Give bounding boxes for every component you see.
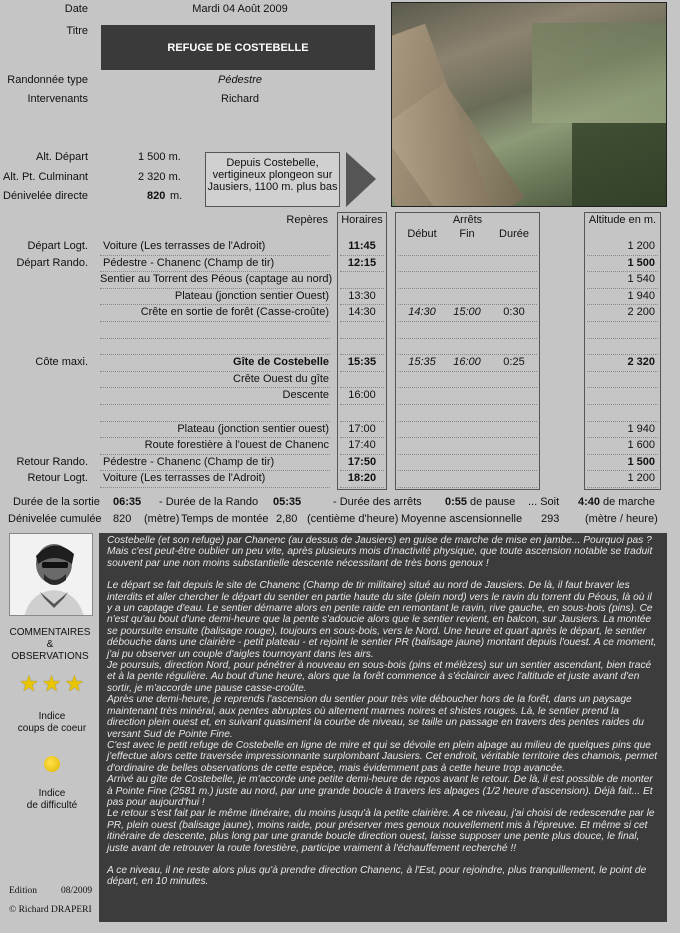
- comments-panel: [99, 533, 667, 922]
- row-separator: [340, 271, 384, 272]
- row-separator: [340, 288, 384, 289]
- row-separator: [340, 454, 384, 455]
- cumul-unit: (mètre): [144, 513, 180, 525]
- row-separator: [340, 387, 384, 388]
- row-separator: [398, 404, 537, 405]
- row-place: Sentier au Torrent des Péous (captage au nord): [100, 273, 333, 286]
- row-stop-duration: 0:30: [503, 306, 525, 319]
- coeur-label-line2: coups de coeur: [17, 723, 87, 734]
- comments-label-block: [0, 627, 100, 663]
- row-label: Départ Logt.: [27, 240, 88, 252]
- row-separator: [587, 454, 658, 455]
- arrets-label: - Durée des arrêts: [333, 496, 422, 508]
- row-label: Départ Rando.: [16, 256, 88, 269]
- row-separator: [340, 487, 384, 488]
- arrow-right-icon: [346, 152, 376, 207]
- alt-peak-label: Alt. Pt. Culminant: [3, 171, 88, 183]
- comment-paragraph: Costebelle (et son refuge) par Chanenc (au dessus de Jausiers) en guise de marche de mise en jambe... Pourquoi pas ? Mais c'est peut-être oublier un peu vite, après plusieurs mois d'inactivité physique, que toute ascension notable se traduit souvent par une non moins substantielle descente nécessitant de très bons genoux !: [107, 535, 653, 569]
- montee-unit: (centième d'heure): [307, 513, 399, 525]
- cumul-label: Dénivelée cumulée: [8, 513, 102, 525]
- row-separator: [398, 371, 537, 372]
- comments-label: COMMENTAIRES: [9, 627, 91, 638]
- title-label: Titre: [66, 25, 88, 37]
- row-separator: [100, 421, 330, 422]
- difficulty-label-line2: de difficulté: [26, 800, 78, 811]
- row-separator: [340, 470, 384, 471]
- page-title: REFUGE DE COSTEBELLE: [101, 25, 375, 70]
- row-separator: [340, 437, 384, 438]
- cumul-value: 820: [113, 513, 132, 525]
- row-separator: [398, 321, 537, 322]
- row-place: Voiture (Les terrasses de l'Adroit): [103, 472, 266, 485]
- row-place: Descente: [282, 389, 329, 402]
- row-stop-start: 14:30: [408, 306, 436, 319]
- montee-label: Temps de montée: [181, 513, 269, 525]
- row-place: Crête Ouest du gîte: [233, 372, 329, 385]
- edition-value: 08/2009: [61, 886, 93, 896]
- row-separator: [100, 271, 330, 272]
- author-avatar: [9, 533, 93, 616]
- row-altitude: 1 500: [627, 455, 655, 468]
- difficulty-label: [0, 788, 104, 812]
- row-altitude: 2 320: [627, 356, 655, 369]
- row-separator: [340, 404, 384, 405]
- pause-label: de pause: [470, 496, 516, 508]
- row-label: Côte maxi.: [35, 356, 88, 369]
- row-altitude: 1 600: [627, 439, 655, 452]
- row-place: Voiture (Les terrasses de l'Adroit): [103, 240, 266, 252]
- row-place: Gîte de Costebelle: [233, 356, 329, 369]
- comment-paragraph: Le départ se fait depuis le site de Chanenc (Champ de tir militaire) situé au nord de Jausiers. De là, il faut braver les interdits et aller chercher le départ du sentier en partie haute du site (plein nord) vers le ravin du torrent du Péous, là où il y a un captage d'eau. Le sentier démarre alors en pente raide en remontant le ravin, rive gauche, en sous-bois (pins). Ce n'est qu'au bout d'une demi-heure que la pente s'adoucie alors que le sentier revient, en balcon, sur Jausiers. La montée se poursuite ensuite (balisage rouge), toujours en sous-bois, vers le Nord. Une heure et quart après le départ, le sentier débouche dans une clairière - petit plateau - et rejoint le sentier PR (balisage jaune) montant depuis l'ouest. A ce moment, j'ai pu observer un couple d'aigles tournoyant dans les airs.: [107, 580, 657, 660]
- row-separator: [587, 255, 658, 256]
- coeur-label-line1: Indice: [38, 711, 66, 722]
- row-separator: [587, 404, 658, 405]
- row-separator: [398, 354, 537, 355]
- row-label: Retour Logt.: [27, 472, 88, 485]
- sortie-label: Durée de la sortie: [13, 496, 100, 508]
- people-value: Richard: [221, 93, 259, 105]
- row-time: 12:15: [347, 256, 377, 269]
- row-place: Crête en sortie de forêt (Casse-croûte): [140, 306, 329, 319]
- row-separator: [398, 387, 537, 388]
- row-separator: [100, 371, 330, 372]
- row-separator: [587, 321, 658, 322]
- marche-label: de marche: [603, 496, 655, 508]
- row-place: Plateau (jonction sentier Ouest): [174, 289, 329, 302]
- row-separator: [100, 437, 330, 438]
- row-stop-start: 15:35: [408, 356, 436, 369]
- date-label: Date: [64, 3, 88, 15]
- row-separator: [587, 354, 658, 355]
- difficulty-label-line1: Indice: [38, 788, 66, 799]
- photo-valley: [532, 23, 667, 123]
- altitude-header: Altitude en m.: [588, 214, 657, 226]
- row-separator: [587, 304, 658, 305]
- difficulty-dot-icon: [44, 756, 60, 772]
- row-separator: [100, 288, 330, 289]
- row-separator: [100, 404, 330, 405]
- row-separator: [340, 321, 384, 322]
- row-time: 18:20: [347, 472, 377, 485]
- row-separator: [100, 454, 330, 455]
- alt-start-value: 1 500 m.: [138, 151, 181, 163]
- drop-label: Dénivelée directe: [3, 190, 88, 202]
- row-separator: [398, 288, 537, 289]
- row-altitude: 1 500: [627, 256, 655, 269]
- type-value: Pédestre: [217, 74, 263, 86]
- moyenne-label: Moyenne ascensionnelle: [401, 513, 523, 525]
- row-separator: [340, 255, 384, 256]
- row-stop-end: 15:00: [453, 306, 481, 319]
- row-place: Pédestre - Chanenc (Champ de tir): [103, 256, 275, 269]
- row-separator: [100, 387, 330, 388]
- comment-paragraph: A ce niveau, il ne reste alors plus qu'à prendre direction Chanenc, à l'Est, pour rejoindre, plus tranquillement, le point de départ, en 10 minutes.: [107, 864, 647, 888]
- row-separator: [398, 271, 537, 272]
- row-separator: [398, 338, 537, 339]
- row-separator: [398, 470, 537, 471]
- row-altitude: 1 200: [627, 472, 655, 485]
- row-separator: [587, 487, 658, 488]
- rando-label: - Durée de la Rando: [159, 496, 259, 508]
- type-label: Randonnée type: [7, 74, 88, 86]
- row-separator: [100, 487, 330, 488]
- edition-label: Edition: [9, 886, 37, 896]
- star-icon: ★: [41, 671, 62, 696]
- fin-header: Fin: [459, 228, 475, 240]
- arrets-header: Arrêts: [452, 214, 483, 226]
- marche-value: 4:40: [578, 496, 601, 508]
- row-altitude: 1 540: [627, 273, 655, 286]
- row-separator: [587, 421, 658, 422]
- row-separator: [587, 470, 658, 471]
- row-separator: [398, 255, 537, 256]
- row-separator: [340, 421, 384, 422]
- soit-label: ... Soit: [528, 496, 560, 508]
- row-separator: [587, 371, 658, 372]
- row-separator: [100, 338, 330, 339]
- comment-paragraph: Le retour s'est fait par le même itinéraire, du moins jusqu'à la petite clairière. A ce niveau, j'ai choisi de redescendre par le PR, plein ouest (balisage jaune), moins raide, pour préserver mes genoux nouvellement mis à l'épreuve. Et même si cet itinéraire de descente, plus long par une grande boucle direction ouest, laisse supposer une pente plus douce, le final, juste avant de retrouver la route forestière, participe vraiment à l'échauffement recherché !!: [107, 808, 655, 854]
- alt-start-label: Alt. Départ: [36, 151, 88, 163]
- row-separator: [398, 454, 537, 455]
- row-place: Plateau (jonction sentier ouest): [177, 422, 329, 435]
- altitude-note: Depuis Costebelle, vertigineux plongeon sur Jausiers, 1100 m. plus bas: [205, 152, 340, 207]
- coeur-stars: [19, 673, 84, 695]
- row-place: Route forestière à l'ouest de Chanenc: [144, 439, 329, 452]
- row-separator: [398, 437, 537, 438]
- row-time: 13:30: [348, 289, 376, 302]
- moyenne-value: 293: [541, 513, 560, 525]
- copyright: © Richard DRAPERI: [9, 905, 92, 915]
- row-time: 17:40: [348, 439, 376, 452]
- reperes-header: Repères: [286, 214, 328, 226]
- row-separator: [398, 421, 537, 422]
- row-time: 17:00: [348, 422, 376, 435]
- row-altitude: 1 940: [627, 422, 655, 435]
- row-separator: [398, 304, 537, 305]
- drop-unit: m.: [170, 190, 183, 202]
- row-altitude: 1 940: [627, 289, 655, 302]
- row-separator: [100, 255, 330, 256]
- moyenne-unit: (mètre / heure): [585, 513, 658, 525]
- row-separator: [398, 487, 537, 488]
- date-value: Mardi 04 Août 2009: [192, 3, 288, 15]
- debut-header: Début: [407, 228, 437, 240]
- row-separator: [100, 470, 330, 471]
- row-time: 16:00: [348, 389, 376, 402]
- row-separator: [100, 354, 330, 355]
- duree-header: Durée: [499, 228, 529, 240]
- drop-value: 820: [147, 190, 166, 202]
- star-icon: ★: [64, 671, 85, 696]
- row-stop-duration: 0:25: [503, 356, 525, 369]
- itinerary-table: [0, 240, 680, 490]
- row-separator: [587, 338, 658, 339]
- row-label: Retour Rando.: [16, 455, 88, 468]
- row-separator: [587, 387, 658, 388]
- row-place: Pédestre - Chanenc (Champ de tir): [103, 455, 275, 468]
- row-separator: [100, 304, 330, 305]
- row-time: 14:30: [348, 306, 376, 319]
- montee-value: 2,80: [276, 513, 298, 525]
- horaires-header: Horaires: [341, 214, 383, 226]
- row-separator: [587, 271, 658, 272]
- row-time: 15:35: [347, 356, 377, 369]
- arrets-value: 0:55: [445, 496, 468, 508]
- row-altitude: 1 200: [627, 240, 655, 252]
- rando-value: 05:35: [273, 496, 302, 508]
- photo-forest: [572, 123, 667, 207]
- observations-label: OBSERVATIONS: [11, 651, 89, 662]
- ampersand: &: [46, 639, 54, 650]
- row-stop-end: 16:00: [453, 356, 481, 369]
- comment-paragraph: Après une demi-heure, je reprends l'ascension du sentier pour très vite déboucher hors de la forêt, dans un paysage maintenant très minéral, aux pentes abruptes où alternent marnes noires et shistes rouges. Là, le sentier prend la direction plein ouest et, en suivant quasiment la courbe de niveau, se taille un passage en travers des pentes raides du versant Sud de Pointe Fine.: [107, 694, 644, 740]
- star-icon: ★: [19, 671, 39, 696]
- row-time: 17:50: [347, 455, 377, 468]
- landscape-photo: [391, 2, 667, 207]
- people-label: Intervenants: [27, 93, 88, 105]
- author-portrait-icon: [10, 534, 93, 616]
- row-separator: [340, 338, 384, 339]
- row-separator: [100, 321, 330, 322]
- row-altitude: 2 200: [627, 306, 655, 319]
- row-separator: [340, 304, 384, 305]
- alt-peak-value: 2 320 m.: [138, 171, 181, 183]
- sortie-value: 06:35: [113, 496, 142, 508]
- comment-paragraph: C'est avec le petit refuge de Costebelle en ligne de mire et qui se dévoile en plein alpage au milieu de quelques pins que j'effectue alors cette traversée impressionnante surplombant Jausiers. Cet endroit, véritable territoire des chamois, permet d'ordinaire de belles observations de cette espèce, mais évidemment pas à cette heure trop avancée.: [107, 739, 658, 774]
- coeur-label: [0, 711, 104, 735]
- row-separator: [587, 437, 658, 438]
- comment-paragraph: Je poursuis, direction Nord, pour pénétrer à nouveau en sous-bois (pins et mélèzes) sur un sentier ascendant, bien tracé et à la pente régulière. Au bout d'une heure, alors que la forêt commence à s'éclaircir avec l'altitude et juste avant d'en sortir, je m'accorde une pause casse-croûte.: [107, 660, 652, 694]
- row-separator: [340, 371, 384, 372]
- comment-paragraph: Arrivé au gîte de Costebelle, je m'accorde une petite demi-heure de repos avant le retour. De là, il est possible de monter à Pointe Fine (2581 m.) juste au nord, par une grande boucle à travers les alpages (1/2 heure d'ascension). Déjà fait... Et pas pour aujourd'hui !: [107, 774, 653, 808]
- row-separator: [587, 288, 658, 289]
- row-separator: [340, 354, 384, 355]
- row-time: 11:45: [348, 240, 376, 252]
